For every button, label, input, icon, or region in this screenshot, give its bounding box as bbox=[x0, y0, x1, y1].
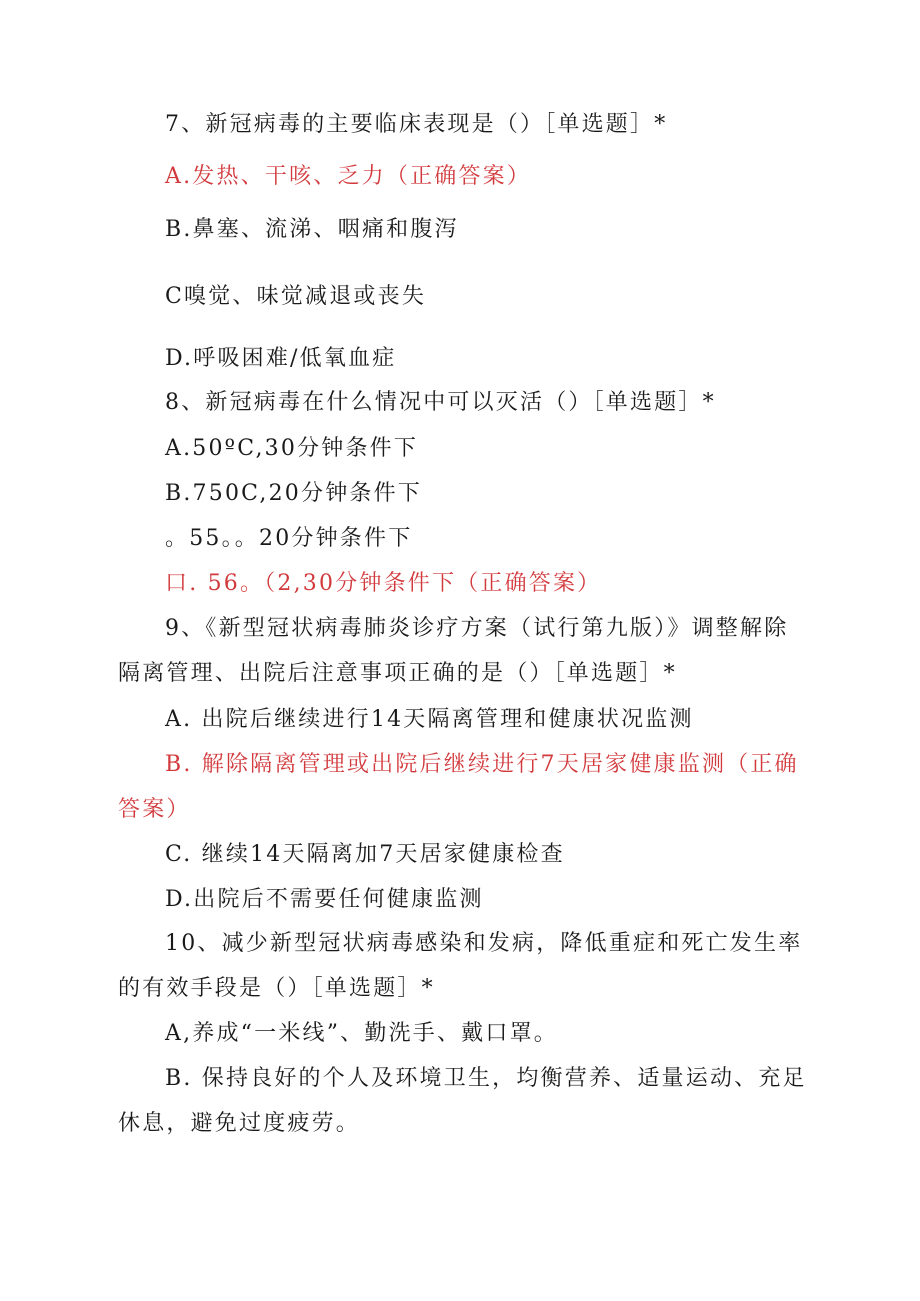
question-7-option-c: C嗅觉、味觉减退或丧失 bbox=[165, 284, 427, 309]
question-10-stem-line-1: 10、减少新型冠状病毒感染和发病，降低重症和死亡发生率 bbox=[165, 931, 803, 956]
question-8-option-d: 口. 56。（2,30分钟条件下（正确答案） bbox=[165, 571, 602, 596]
question-8-option-c: 。55。。20分钟条件下 bbox=[165, 526, 413, 551]
question-9-stem-line-1: 9、《新型冠状病毒肺炎诊疗方案（试行第九版）》调整解除 bbox=[165, 616, 789, 641]
question-10-option-b-line-2: 休息，避免过度疲劳。 bbox=[118, 1111, 361, 1136]
question-9-option-b-line-1: B. 解除隔离管理或出院后继续进行7天居家健康监测（正确 bbox=[165, 752, 799, 777]
question-10-option-b-line-1: B. 保持良好的个人及环境卫生，均衡营养、适量运动、充足 bbox=[165, 1066, 807, 1091]
question-10-stem-line-2: 的有效手段是（）［单选题］* bbox=[118, 976, 435, 1001]
question-9-stem-line-2: 隔离管理、出院后注意事项正确的是（）［单选题］* bbox=[118, 661, 677, 686]
question-8-option-a: A.50ºC,30分钟条件下 bbox=[165, 436, 419, 461]
question-9-option-b-line-2: 答案） bbox=[118, 797, 191, 822]
question-7-stem: 7、新冠病毒的主要临床表现是（）［单选题］* bbox=[165, 112, 668, 137]
question-9-option-a: A. 出院后继续进行14天隔离管理和健康状况监测 bbox=[165, 707, 694, 732]
question-10-option-a: A,养成“一米线”、勤洗手、戴口罩。 bbox=[165, 1021, 558, 1046]
question-9-option-c: C. 继续14天隔离加7天居家健康检查 bbox=[165, 842, 565, 867]
question-9-option-d: D.出院后不需要任何健康监测 bbox=[165, 887, 484, 912]
question-8-option-b: B.750C,20分钟条件下 bbox=[165, 481, 422, 506]
question-8-stem: 8、新冠病毒在什么情况中可以灭活（）［单选题］* bbox=[165, 390, 716, 415]
question-7-option-b: B.鼻塞、流涕、咽痛和腹泻 bbox=[165, 217, 459, 242]
question-7-option-d: D.呼吸困难/低氧血症 bbox=[165, 346, 397, 371]
question-7-option-a: A.发热、干咳、乏力（正确答案） bbox=[165, 164, 532, 189]
